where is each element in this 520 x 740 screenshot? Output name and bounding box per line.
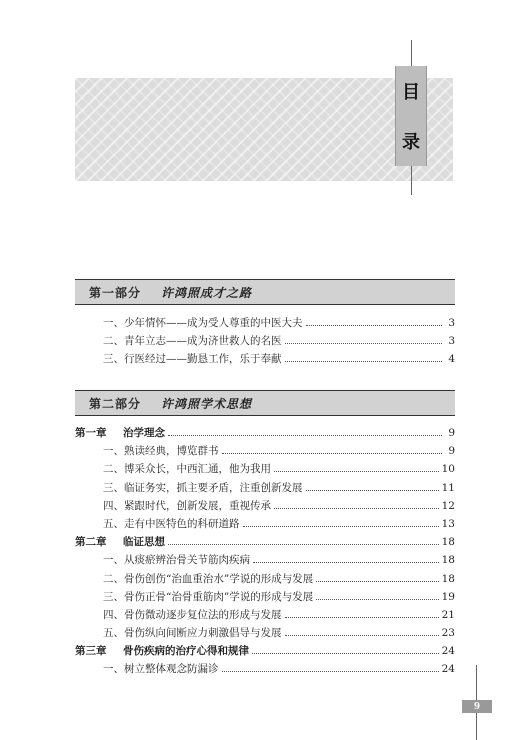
toc-entry[interactable] [75,606,455,624]
chapter-number: 第二章 [75,536,107,549]
chapter-title: 临证思想 [123,536,165,549]
toc-entry[interactable] [75,442,455,460]
part-header-2 [75,390,455,416]
dot-leader [168,543,439,545]
part-name: 许鸿照成才之路 [161,285,253,300]
toc-entry[interactable] [75,350,455,368]
toc-title [395,66,427,166]
chapter-number: 第三章 [75,645,107,658]
dot-leader [285,616,439,618]
toc-entry[interactable] [75,624,455,642]
entry-page: 24 [441,663,455,676]
dot-leader [316,598,438,600]
entry-text: 三、骨伤正骨“治骨重筋肉”学说的形成与发展 [103,590,314,603]
dot-leader [168,434,442,436]
toc-part-2 [75,424,455,679]
entry-page: 9 [448,445,455,458]
toc-entry[interactable] [75,460,455,478]
entry-text: 二、博采众长，中西汇通，他为我用 [103,463,271,476]
dot-leader [252,652,439,654]
chapter-page: 24 [441,645,455,658]
toc-title-char-2: 录 [402,132,420,153]
dot-leader [243,525,439,527]
page-number: 9 [462,700,492,713]
entry-page: 18 [441,572,455,585]
chapter-number: 第一章 [75,427,107,439]
dot-leader [253,561,439,563]
entry-text: 四、紧跟时代，创新发展，重视传承 [103,499,271,512]
entry-text: 五、骨伤纵向间断应力刺激倡导与发展 [103,627,282,640]
toc-chapter[interactable] [75,424,455,442]
entry-page: 11 [441,481,455,494]
dot-leader [274,507,439,509]
chapter-page: 9 [448,427,455,439]
entry-text: 二、青年立志——成为济世救人的名医 [103,335,282,348]
entry-page: 10 [441,463,455,476]
toc-entry[interactable] [75,332,455,350]
toc-entry[interactable] [75,570,455,588]
entry-text: 一、熟读经典，博览群书 [103,445,219,458]
entry-page: 13 [441,517,455,530]
part-name: 许鸿照学术思想 [161,396,253,411]
entry-page: 3 [448,317,455,329]
part-header-1 [75,279,455,305]
dot-leader [222,452,443,454]
entry-text: 一、少年情怀——成为受人尊重的中医大夫 [103,317,303,329]
entry-text: 一、从痰瘀辨治骨关节筋肉疾病 [103,554,250,567]
entry-text: 一、树立整体观念防漏诊 [103,663,219,676]
entry-text: 四、骨伤微动逐步复位法的形成与发展 [103,608,282,621]
toc-entry[interactable] [75,551,455,569]
toc-title-char-1: 目 [402,82,420,103]
dot-leader [306,489,439,491]
toc-chapter[interactable] [75,533,455,551]
toc-entry[interactable] [75,588,455,606]
toc-entry[interactable] [75,314,455,332]
entry-page: 4 [448,353,455,366]
chapter-title: 骨伤疾病的治疗心得和规律 [123,645,249,658]
part-label: 第一部分 [89,285,142,300]
entry-page: 3 [448,335,455,348]
entry-text: 三、行医经过——勤恳工作，乐于奉献 [103,353,282,366]
entry-page: 19 [441,590,455,603]
entry-page: 18 [441,554,455,567]
toc-entry[interactable] [75,660,455,678]
dot-leader [316,580,438,582]
dot-leader [285,360,443,362]
part-label: 第二部分 [89,396,142,411]
toc-entry[interactable] [75,515,455,533]
chapter-page: 18 [441,536,455,549]
dot-leader [274,470,439,472]
chapter-title: 治学理念 [123,427,165,439]
dot-leader [285,342,443,344]
dot-leader [222,670,439,672]
entry-text: 五、走有中医特色的科研道路 [103,517,240,530]
entry-page: 23 [441,627,455,640]
entry-text: 二、骨伤创伤“治血重治水”学说的形成与发展 [103,572,314,585]
entry-page: 21 [441,608,455,621]
dot-leader [285,634,439,636]
entry-text: 三、临证务实，抓主要矛盾，注重创新发展 [103,481,303,494]
toc-chapter[interactable] [75,642,455,660]
toc-entry[interactable] [75,479,455,497]
toc-part-1 [75,314,455,369]
entry-page: 12 [441,499,455,512]
dot-leader [306,324,443,326]
toc-entry[interactable] [75,497,455,515]
